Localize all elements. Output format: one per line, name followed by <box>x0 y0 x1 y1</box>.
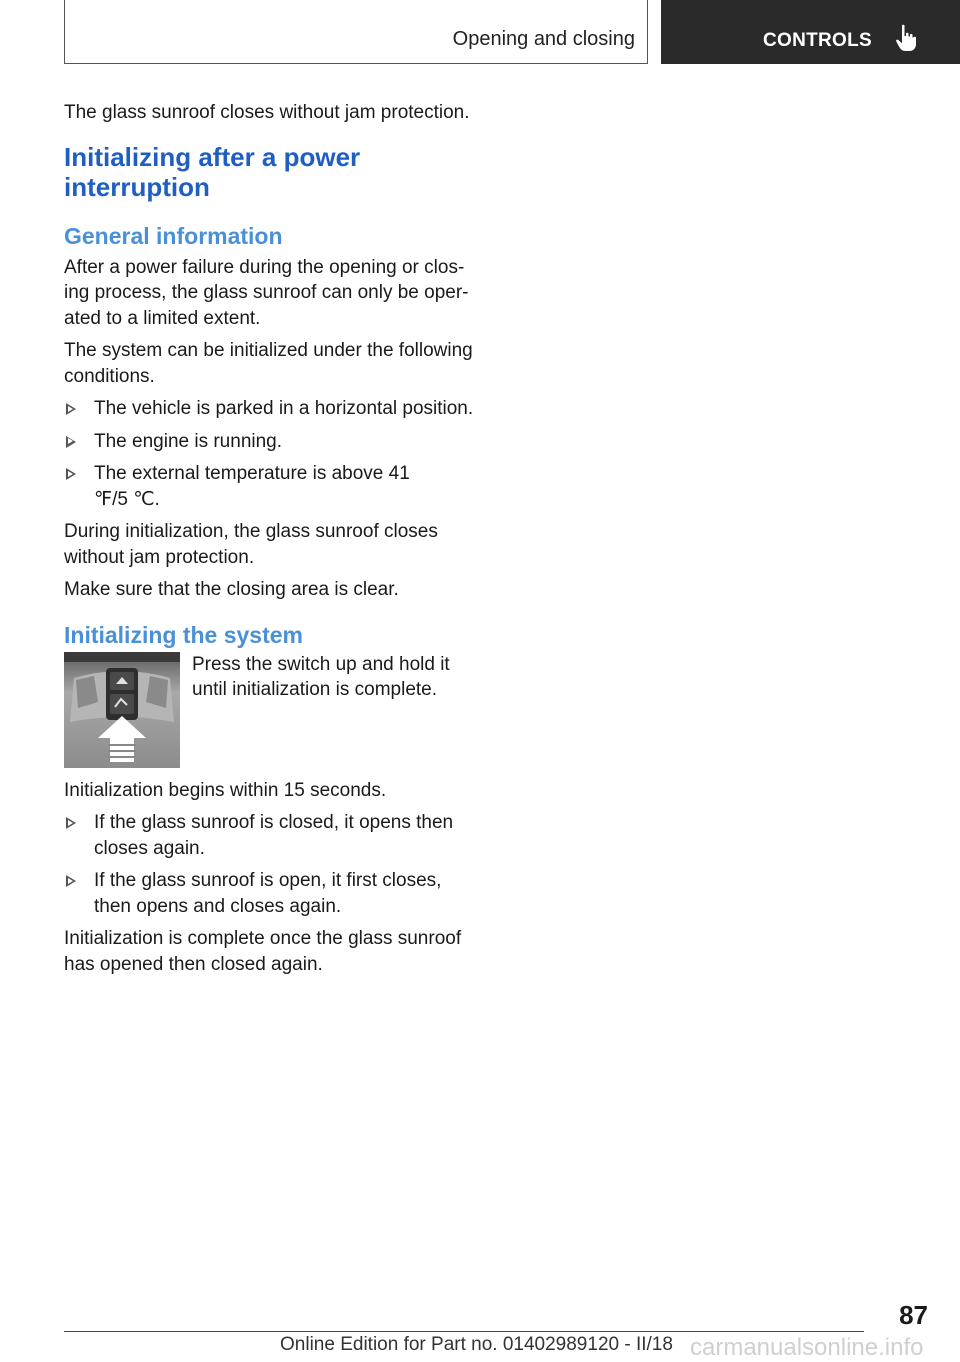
instruction-text: Press the switch up and hold it until initialization is complete. <box>192 653 450 700</box>
section-title: Opening and closing <box>452 28 635 50</box>
subheading-general-information: General information <box>64 222 283 249</box>
list-item <box>64 868 480 919</box>
general-paragraph: During initialization, the glass sunroof closes without jam protection. <box>64 521 438 568</box>
triangle-bullet-icon <box>66 468 76 480</box>
triangle-bullet-icon <box>66 817 76 829</box>
page-number: 87 <box>899 1300 928 1330</box>
list-item-text: The external temperature is above 41 ℉/5 ℃. <box>94 463 410 510</box>
intro-paragraph: The glass sunroof closes without jam protection. <box>64 102 470 123</box>
edition-note: Online Edition for Part no. 01402989120 - II/18 <box>280 1334 673 1355</box>
instruction-figure-row <box>64 652 480 768</box>
header-section-box <box>64 0 648 64</box>
pointing-hand-icon <box>895 24 917 57</box>
cases-list <box>64 810 480 919</box>
main-content <box>64 100 480 977</box>
list-item-text: If the glass sunroof is closed, it opens then closes again. <box>94 812 454 859</box>
list-item-text: If the glass sunroof is open, it first closes, then opens and closes again. <box>94 870 442 917</box>
general-paragraph: After a power failure during the opening or clos-ing process, the glass sunroof can only be oper-ated to a limited extent. <box>64 256 469 329</box>
list-item <box>64 461 414 512</box>
system-paragraph: Initialization is complete once the glass sunroof has opened then closed again. <box>64 928 462 975</box>
chapter-title: CONTROLS <box>763 30 873 51</box>
general-paragraph: Make sure that the closing area is clear. <box>64 579 399 600</box>
system-paragraph: Initialization begins within 15 seconds. <box>64 779 387 801</box>
section-heading: Initializing after a power interruption <box>64 141 361 202</box>
conditions-list <box>64 396 480 512</box>
general-paragraph: The system can be initialized under the following conditions. <box>64 340 473 387</box>
list-item <box>64 810 480 861</box>
triangle-bullet-icon <box>66 403 76 415</box>
sunroof-switch-image <box>64 652 180 768</box>
watermark: carmanualsonline.info <box>690 1334 924 1361</box>
header-chapter-box <box>661 0 960 64</box>
subheading-initializing-system: Initializing the system <box>64 621 303 648</box>
triangle-bullet-icon <box>66 875 76 887</box>
list-item-text: The engine is running. <box>94 430 283 452</box>
triangle-bullet-icon <box>66 436 76 448</box>
footer-divider <box>64 1331 864 1332</box>
list-item <box>64 396 480 422</box>
list-item-text: The vehicle is parked in a horizontal position. <box>94 398 474 419</box>
list-item <box>64 429 480 455</box>
